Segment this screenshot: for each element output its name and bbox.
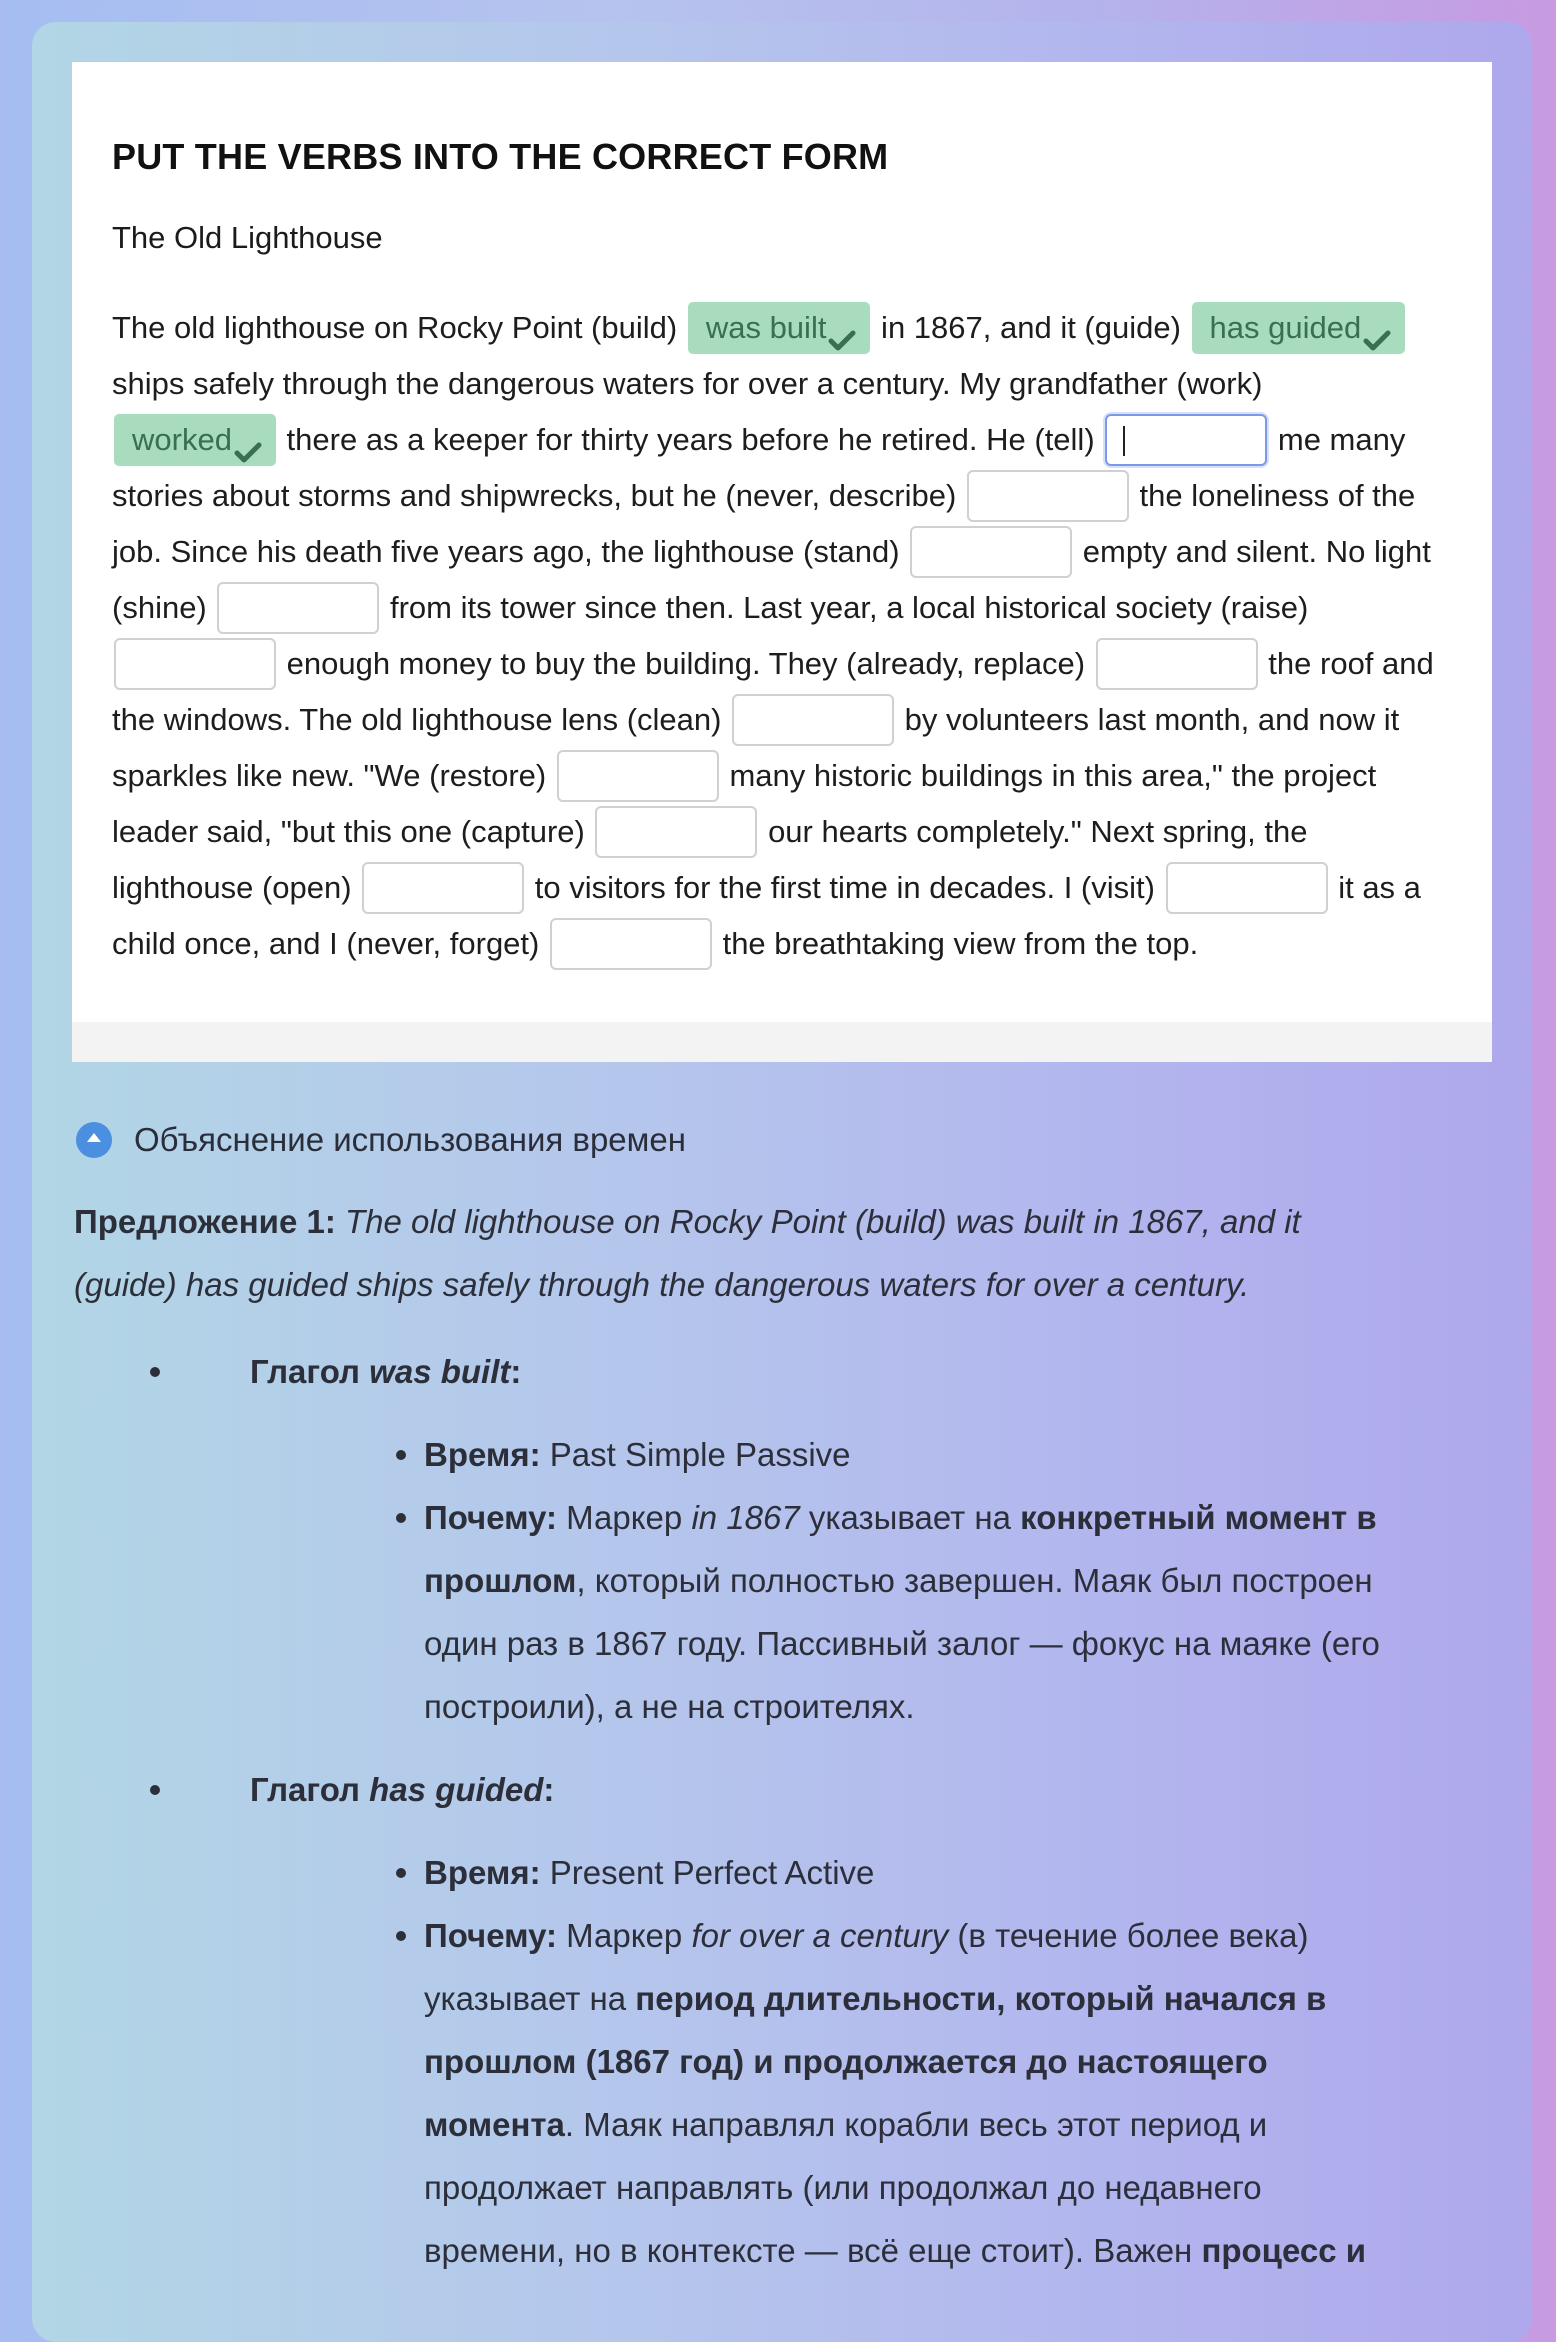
chevron-up-icon[interactable] bbox=[76, 1122, 112, 1158]
answer-input[interactable] bbox=[550, 918, 712, 970]
passage-text: our hearts completely." Next spring, the bbox=[759, 814, 1308, 849]
passage-line bbox=[112, 468, 1487, 524]
passage-text: (shine) bbox=[112, 590, 216, 625]
why-emphasis: конкретный момент в bbox=[1020, 1499, 1377, 1536]
tense-value: Present Perfect Active bbox=[549, 1854, 875, 1891]
exercise-title: PUT THE VERBS INTO THE CORRECT FORM bbox=[112, 136, 889, 177]
why-marker: for over a century bbox=[691, 1917, 949, 1954]
passage-text: to visitors for the first time in decades. I (visit) bbox=[526, 870, 1164, 905]
tense-label: Время: bbox=[424, 1436, 541, 1473]
passage-text: ships safely through the dangerous waters for over a century. My grandfather (work) bbox=[112, 366, 1263, 401]
explanation-toggle-label: Объяснение использования времен bbox=[134, 1121, 686, 1158]
answer-text: worked bbox=[132, 421, 232, 457]
bullet-icon bbox=[150, 1367, 160, 1377]
why-text: . Маяк направлял корабли весь этот период и bbox=[564, 2106, 1268, 2143]
why-marker: in 1867 bbox=[691, 1499, 800, 1536]
passage-text: empty and silent. No light bbox=[1074, 534, 1431, 569]
passage-line bbox=[112, 804, 1487, 860]
answer-text: has guided bbox=[1209, 309, 1362, 345]
passage-line bbox=[112, 524, 1487, 580]
why-item bbox=[250, 1486, 1474, 1738]
verb-heading-suffix: : bbox=[510, 1353, 522, 1390]
passage-text: child once, and I (never, forget) bbox=[112, 926, 548, 961]
sentence-line-1: The old lighthouse on Rocky Point (build) was built in 1867, and it bbox=[345, 1203, 1301, 1240]
explanation-toggle[interactable] bbox=[76, 1118, 686, 1162]
verb-item bbox=[74, 1758, 1474, 2282]
passage-text: sparkles like new. "We (restore) bbox=[112, 758, 555, 793]
passage-line bbox=[112, 692, 1487, 748]
passage-text: me many bbox=[1269, 422, 1406, 457]
why-emphasis: прошлом (1867 год) и продолжается до настоящего bbox=[424, 2043, 1268, 2080]
answer-input[interactable] bbox=[732, 694, 894, 746]
why-text: времени, но в контексте — всё еще стоит). Важен bbox=[424, 2232, 1202, 2269]
answer-input[interactable] bbox=[967, 470, 1129, 522]
bullet-icon bbox=[396, 1931, 406, 1941]
card-footer bbox=[72, 1022, 1492, 1062]
answer-input[interactable] bbox=[217, 582, 379, 634]
passage-text: the roof and bbox=[1259, 646, 1434, 681]
verb-details bbox=[250, 1841, 1474, 2282]
verb-heading bbox=[250, 1758, 1474, 1821]
answer-input[interactable] bbox=[910, 526, 1072, 578]
bullet-icon bbox=[150, 1785, 160, 1795]
verb-name bbox=[369, 1771, 543, 1808]
why-text: продолжает направлять (или продолжал до недавнего bbox=[424, 2169, 1262, 2206]
exercise-passage bbox=[112, 300, 1487, 972]
bullet-icon bbox=[396, 1513, 406, 1523]
why-label: Почему: bbox=[424, 1499, 558, 1536]
answer-input[interactable] bbox=[1096, 638, 1258, 690]
passage-text: job. Since his death five years ago, the lighthouse (stand) bbox=[112, 534, 909, 569]
verb-list bbox=[74, 1340, 1474, 2282]
passage-line bbox=[112, 580, 1487, 636]
answer-text: was built bbox=[705, 309, 827, 345]
verb-name-text: was built bbox=[369, 1353, 511, 1390]
why-emphasis: процесс и bbox=[1201, 2232, 1367, 2269]
why-text: построили), а не на строителях. bbox=[424, 1688, 915, 1725]
passage-line bbox=[112, 748, 1487, 804]
why-text: Маркер bbox=[557, 1917, 692, 1954]
bullet-icon bbox=[396, 1450, 406, 1460]
passage-text: by volunteers last month, and now it bbox=[896, 702, 1400, 737]
tense-label: Время: bbox=[424, 1854, 541, 1891]
passage-text: leader said, "but this one (capture) bbox=[112, 814, 594, 849]
correct-answer-badge bbox=[114, 414, 276, 466]
answer-input[interactable] bbox=[114, 638, 276, 690]
correct-answer-badge bbox=[1192, 302, 1406, 354]
verb-item bbox=[74, 1340, 1474, 1738]
passage-text: many historic buildings in this area," the project bbox=[720, 758, 1377, 793]
verb-heading bbox=[250, 1340, 1474, 1403]
verb-heading-prefix: Глагол bbox=[250, 1353, 370, 1390]
why-text: Маркер bbox=[557, 1499, 692, 1536]
passage-line bbox=[112, 916, 1487, 972]
exercise-subtitle: The Old Lighthouse bbox=[112, 220, 383, 255]
answer-input[interactable] bbox=[362, 862, 524, 914]
sentence-line-2: (guide) has guided ships safely through the dangerous waters for over a century. bbox=[74, 1266, 1250, 1303]
passage-text: from its tower since then. Last year, a local historical society (raise) bbox=[381, 590, 1309, 625]
passage-text: the windows. The old lighthouse lens (clean) bbox=[112, 702, 731, 737]
why-label: Почему: bbox=[424, 1917, 558, 1954]
explanation-panel bbox=[74, 1190, 1474, 2302]
passage-text: enough money to buy the building. They (already, replace) bbox=[278, 646, 1094, 681]
why-text: один раз в 1867 году. Пассивный залог — фокус на маяке (его bbox=[424, 1625, 1380, 1662]
passage-line bbox=[112, 860, 1487, 916]
verb-heading-suffix: : bbox=[543, 1771, 555, 1808]
answer-input-active[interactable] bbox=[1105, 414, 1267, 466]
passage-text: The old lighthouse on Rocky Point (build) bbox=[112, 310, 686, 345]
passage-text: the breathtaking view from the top. bbox=[713, 926, 1199, 961]
passage-text: the loneliness of the bbox=[1130, 478, 1416, 513]
verb-heading-prefix: Глагол bbox=[250, 1771, 370, 1808]
correct-answer-badge bbox=[688, 302, 871, 354]
exercise-card bbox=[72, 62, 1492, 1062]
verb-details bbox=[250, 1423, 1474, 1738]
passage-text: it as a bbox=[1329, 870, 1421, 905]
why-text: указывает на bbox=[799, 1499, 1021, 1536]
why-emphasis: момента bbox=[424, 2106, 565, 2143]
checkmark-icon bbox=[234, 428, 262, 450]
sentence-label: Предложение 1: bbox=[74, 1203, 336, 1240]
passage-line bbox=[112, 356, 1487, 412]
why-text: (в течение более века) bbox=[948, 1917, 1309, 1954]
verb-name-text: has guided bbox=[369, 1771, 544, 1808]
why-text: , который полностью завершен. Маяк был построен bbox=[576, 1562, 1373, 1599]
tense-value: Past Simple Passive bbox=[549, 1436, 851, 1473]
sentence-text bbox=[74, 1190, 1474, 1316]
verb-name bbox=[369, 1353, 510, 1390]
passage-line bbox=[112, 412, 1487, 468]
passage-line bbox=[112, 636, 1487, 692]
passage-text: in 1867, and it (guide) bbox=[872, 310, 1190, 345]
bullet-icon bbox=[396, 1868, 406, 1878]
checkmark-icon bbox=[1363, 316, 1391, 338]
passage-text: stories about storms and shipwrecks, but he (never, describe) bbox=[112, 478, 965, 513]
passage-line bbox=[112, 300, 1487, 356]
passage-text: there as a keeper for thirty years before he retired. He (tell) bbox=[277, 422, 1104, 457]
why-item bbox=[250, 1904, 1474, 2282]
checkmark-icon bbox=[828, 316, 856, 338]
answer-input[interactable] bbox=[1166, 862, 1328, 914]
tense-item bbox=[250, 1841, 1474, 1904]
why-emphasis: прошлом bbox=[424, 1562, 577, 1599]
tense-item bbox=[250, 1423, 1474, 1486]
answer-input[interactable] bbox=[595, 806, 757, 858]
answer-input[interactable] bbox=[557, 750, 719, 802]
why-text: указывает на bbox=[424, 1980, 636, 2017]
passage-text: lighthouse (open) bbox=[112, 870, 361, 905]
why-emphasis: период длительности, который начался в bbox=[635, 1980, 1327, 2017]
